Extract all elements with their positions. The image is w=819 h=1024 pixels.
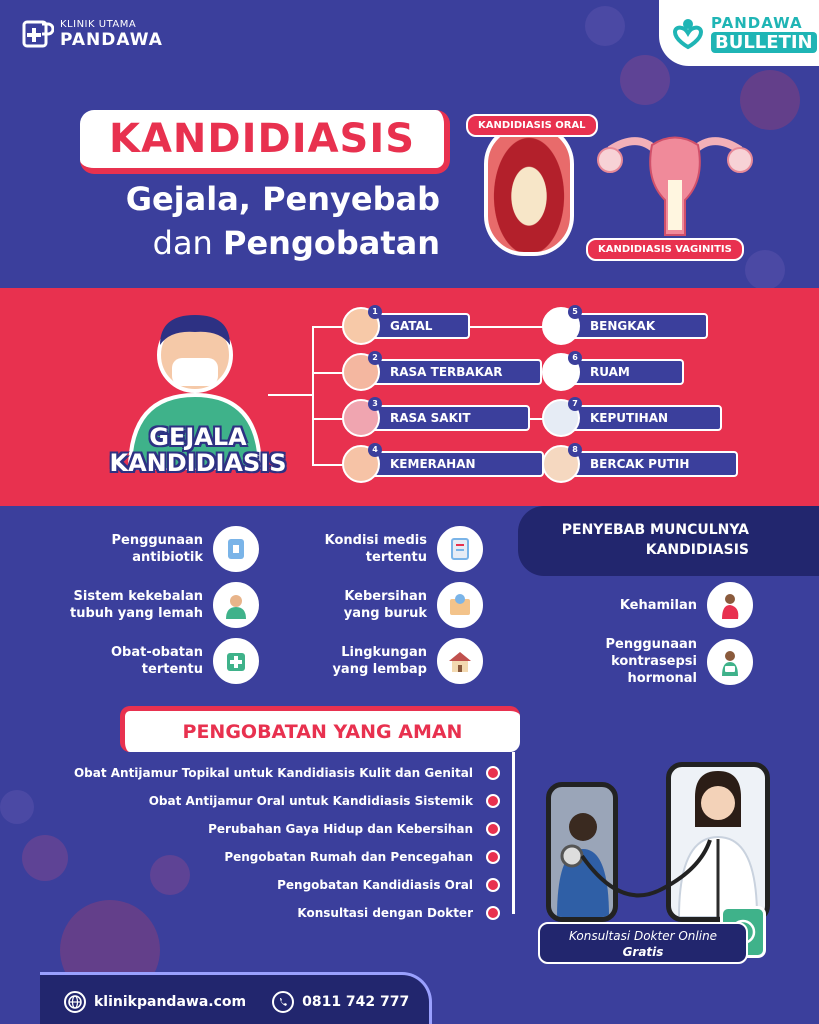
clinic-logo-icon (22, 18, 54, 50)
whatsapp-icon (272, 991, 294, 1013)
cause-text: Lingkungan (341, 645, 427, 660)
bullet-icon (486, 850, 500, 864)
cause-text: tertentu (141, 662, 203, 677)
symptom-number: 6 (568, 351, 582, 365)
cause-text: Kehamilan (619, 597, 697, 613)
treatment-item: Obat Antijamur Oral untuk Kandidiasis Sistemik (148, 794, 473, 808)
bullet-icon (486, 794, 500, 808)
swelling-icon (542, 307, 580, 345)
virus-decoration (22, 835, 68, 881)
vaginitis-tag: KANDIDIASIS VAGINITIS (586, 238, 744, 261)
white-patch-icon (542, 445, 580, 483)
subtitle-line1: Gejala, Penyebab (125, 180, 440, 218)
pain-icon (342, 399, 380, 437)
symptom-item (342, 307, 470, 345)
phone-text: 0811 742 777 (302, 993, 410, 1010)
burning-icon (342, 353, 380, 391)
subtitle-line2 (80, 224, 440, 262)
cause-text: yang lembap (332, 662, 427, 677)
connector-line (268, 394, 312, 396)
symptom-number: 4 (368, 443, 382, 457)
cause-text: Penggunaan (111, 533, 203, 548)
bullet-icon (486, 822, 500, 836)
clinic-name-line1: KLINIK UTAMA (60, 18, 137, 30)
symptom-label: BERCAK PUTIH (566, 451, 738, 477)
cause-text: Kebersihan (344, 589, 427, 604)
cause-text: tubuh yang lemah (70, 606, 203, 621)
redness-icon (342, 445, 380, 483)
cause-text: kontrasepsi (611, 654, 697, 669)
causes-title-line1: PENYEBAB MUNCULNYA (561, 522, 749, 538)
treatment-item: Pengobatan Rumah dan Pencegahan (224, 850, 473, 864)
bullet-icon (486, 906, 500, 920)
symptom-number: 1 (368, 305, 382, 319)
treatment-item: Obat Antijamur Topikal untuk Kandidiasis Kulit dan Genital (73, 766, 473, 780)
symptoms-label-line1: GEJALA (149, 423, 247, 451)
oral-candidiasis-illustration (484, 124, 574, 256)
medical-condition-icon (437, 526, 483, 572)
symptom-label: RASA TERBAKAR (366, 359, 542, 385)
cause-text: antibiotik (132, 550, 203, 565)
causes-title-line2: KANDIDIASIS (645, 542, 749, 558)
website-text: klinikpandawa.com (94, 993, 247, 1010)
treatment-item: Pengobatan Kandidiasis Oral (277, 878, 473, 892)
cause-text: Sistem kekebalan (73, 589, 203, 604)
cause-item (620, 582, 753, 628)
treatment-header (120, 706, 520, 752)
cause-item (111, 638, 259, 684)
cause-item (332, 638, 483, 684)
consult-line2: Gratis (622, 945, 664, 959)
bullet-icon (486, 878, 500, 892)
cause-text: Penggunaan (605, 637, 697, 652)
virus-decoration (150, 855, 190, 895)
pregnancy-icon (707, 582, 753, 628)
symptom-item (342, 399, 530, 437)
virus-decoration (620, 55, 670, 105)
vaginal-candidiasis-illustration (590, 120, 760, 240)
rash-icon (542, 353, 580, 391)
treatment-title: PENGOBATAN YANG AMAN (182, 720, 463, 743)
symptom-number: 7 (568, 397, 582, 411)
virus-decoration (0, 790, 34, 824)
symptoms-label-line2: KANDIDIASIS (109, 449, 287, 477)
connector-line (460, 326, 550, 328)
stethoscope-icon (560, 830, 740, 910)
symptom-label: KEPUTIHAN (566, 405, 722, 431)
discharge-icon (542, 399, 580, 437)
clinic-logo (22, 18, 163, 50)
symptom-item (542, 445, 738, 483)
antibiotic-icon (213, 526, 259, 572)
bulletin-line2: BULLETIN (711, 32, 817, 53)
free-consultation-banner (538, 922, 748, 964)
symptom-item (342, 353, 542, 391)
symptom-label: RUAM (566, 359, 684, 385)
symptoms-label (100, 424, 296, 476)
page-title: KANDIDIASIS (108, 116, 416, 162)
footer-contact-bar (40, 972, 432, 1024)
symptom-label: RASA SAKIT (366, 405, 530, 431)
bulletin-line1: PANDAWA (711, 13, 803, 32)
clinic-name-line2: PANDAWA (60, 29, 163, 50)
cause-item (344, 582, 483, 628)
subtitle-bold: Pengobatan (223, 224, 440, 262)
cause-text: Kondisi medis (324, 533, 427, 548)
oral-candidiasis-tag: KANDIDIASIS ORAL (466, 114, 598, 137)
poor-hygiene-icon (437, 582, 483, 628)
cause-text: hormonal (627, 671, 697, 686)
subtitle-plain: dan (152, 224, 223, 262)
medicine-icon (213, 638, 259, 684)
treatment-connector-line (512, 752, 515, 914)
cause-item (70, 582, 259, 628)
treatment-item: Perubahan Gaya Hidup dan Kebersihan (208, 822, 473, 836)
symptom-label: KEMERAHAN (366, 451, 544, 477)
consult-line1: Konsultasi Dokter Online (568, 929, 718, 943)
cause-text: tertentu (365, 550, 427, 565)
heart-person-icon (671, 16, 705, 50)
connector-line (312, 326, 314, 464)
causes-title-box (518, 506, 819, 576)
pandawa-bulletin-logo (659, 0, 819, 66)
cause-item (325, 526, 483, 572)
globe-icon (64, 991, 86, 1013)
website-contact[interactable] (64, 991, 246, 1013)
symptom-item (542, 353, 684, 391)
symptom-item (542, 307, 708, 345)
phone-contact[interactable] (272, 991, 409, 1013)
cause-item (111, 526, 259, 572)
contraception-icon (707, 639, 753, 685)
virus-decoration (745, 250, 785, 290)
symptom-number: 3 (368, 397, 382, 411)
symptom-number: 2 (368, 351, 382, 365)
symptom-label: GATAL (366, 313, 470, 339)
virus-decoration (585, 6, 625, 46)
symptom-item (342, 445, 544, 483)
treatment-item: Konsultasi dengan Dokter (297, 906, 473, 920)
weak-immune-icon (213, 582, 259, 628)
humid-environment-icon (437, 638, 483, 684)
symptom-number: 8 (568, 443, 582, 457)
symptom-label: BENGKAK (566, 313, 708, 339)
title-banner (80, 110, 450, 174)
symptom-number: 5 (568, 305, 582, 319)
symptom-item (542, 399, 722, 437)
cause-text: Obat-obatan (111, 645, 203, 660)
bullet-icon (486, 766, 500, 780)
cause-item (605, 636, 753, 687)
cause-text: yang buruk (343, 606, 427, 621)
itch-icon (342, 307, 380, 345)
